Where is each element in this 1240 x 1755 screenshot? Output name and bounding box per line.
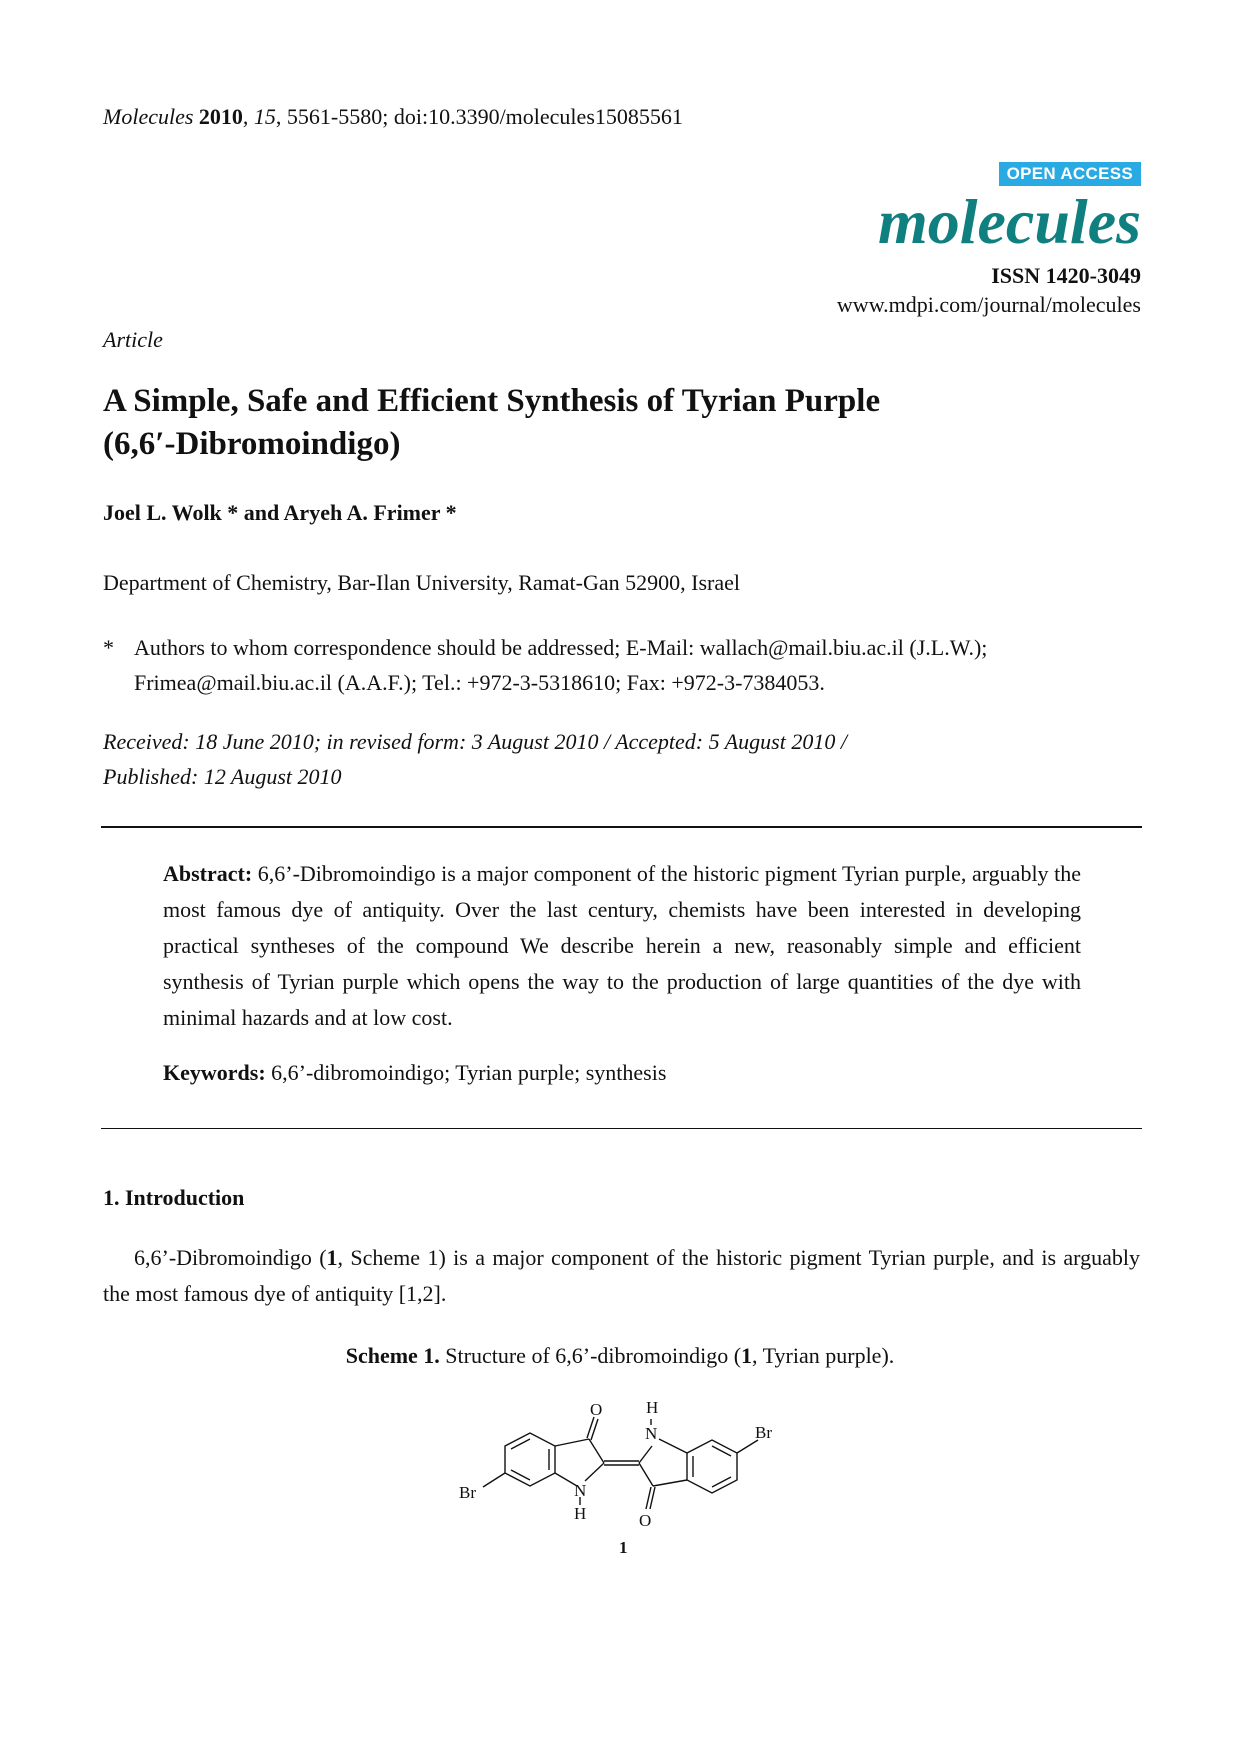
article-title <box>103 380 1143 466</box>
atom-bromine-left: Br <box>459 1483 476 1502</box>
intro-text-b: , Scheme 1) is a major component of the historic pigment Tyrian purple, and is arguably the most famous dye of antiquity [1,2]. <box>103 1245 1140 1306</box>
atom-hydrogen-left: H <box>574 1504 587 1523</box>
dates-line-2: Published: 12 August 2010 <box>103 764 342 789</box>
keywords <box>163 1060 666 1086</box>
abstract-label: Abstract: <box>163 861 253 886</box>
citation-journal: Molecules <box>103 104 194 129</box>
correspondence-line-2: Frimea@mail.biu.ac.il (A.A.F.); Tel.: +972-3-5318610; Fax: +972-3-7384053. <box>134 670 825 695</box>
compound-number: 1 <box>619 1538 628 1557</box>
publication-dates <box>103 724 1143 794</box>
section-heading-introduction: 1. Introduction <box>103 1185 245 1210</box>
scheme-compound-ref: 1 <box>741 1343 753 1368</box>
title-line-2: (6,6′-Dibromoindigo) <box>103 426 401 462</box>
journal-logo: molecules <box>877 186 1141 257</box>
introduction-paragraph <box>103 1240 1140 1312</box>
affiliation: Department of Chemistry, Bar-Ilan University, Ramat-Gan 52900, Israel <box>103 570 740 595</box>
open-access-badge: OPEN ACCESS <box>999 162 1141 186</box>
authors: Joel L. Wolk * and Aryeh A. Frimer * <box>103 500 457 525</box>
dibromoindigo-structure <box>445 1395 795 1570</box>
correspondence-star: * <box>103 635 114 660</box>
citation-year: 2010 <box>198 104 243 129</box>
keywords-label: Keywords: <box>163 1060 266 1085</box>
divider-top <box>101 826 1142 828</box>
intro-compound-ref: 1 <box>326 1245 338 1270</box>
divider-bottom <box>101 1128 1142 1129</box>
scheme-label: Scheme 1. <box>345 1343 440 1368</box>
abstract-text: 6,6’-Dibromoindigo is a major component of the historic pigment Tyrian purple, arguably the most famous dye of antiquity. Over the last century, chemists have been interested in developing practical syntheses of the compound We describe herein a new, reasonably simple and efficient synthesis of Tyrian purple which opens the way to the production of large quantities of the dye with minimal hazards and at low cost. <box>163 861 1081 1030</box>
keywords-text: 6,6’-dibromoindigo; Tyrian purple; synthesis <box>265 1060 667 1085</box>
journal-url[interactable]: www.mdpi.com/journal/molecules <box>836 292 1141 317</box>
atom-nitrogen-right: N <box>645 1424 658 1443</box>
intro-text-a: 6,6’-Dibromoindigo ( <box>134 1245 327 1270</box>
citation-pages-doi[interactable]: , 5561-5580; doi:10.3390/molecules15085561 <box>275 104 683 129</box>
atom-hydrogen-right: H <box>646 1398 659 1417</box>
correspondence <box>103 630 1143 700</box>
scheme-caption-b: , Tyrian purple). <box>752 1343 895 1368</box>
atom-nitrogen-left: N <box>574 1481 587 1500</box>
structure-bonds <box>483 1417 758 1509</box>
atom-bromine-right: Br <box>755 1423 772 1442</box>
title-line-1: A Simple, Safe and Efficient Synthesis of Tyrian Purple <box>103 383 881 419</box>
atom-oxygen-top: O <box>590 1400 603 1419</box>
atom-oxygen-bottom: O <box>639 1511 652 1530</box>
issn: ISSN 1420-3049 <box>991 263 1141 288</box>
article-type: Article <box>103 327 163 352</box>
citation-volume: 15 <box>253 104 276 129</box>
abstract <box>163 856 1081 1036</box>
scheme-caption <box>0 1343 1240 1369</box>
citation-line: Molecules 2010, 15, 5561-5580; doi:10.3390/molecules15085561 <box>103 104 683 129</box>
dates-line-1: Received: 18 June 2010; in revised form: 3 August 2010 / Accepted: 5 August 2010 / <box>103 729 847 754</box>
correspondence-line-1: Authors to whom correspondence should be addressed; E-Mail: wallach@mail.biu.ac.il (J.L.W.); <box>134 635 988 660</box>
scheme-caption-a: Structure of 6,6’-dibromoindigo ( <box>439 1343 742 1368</box>
